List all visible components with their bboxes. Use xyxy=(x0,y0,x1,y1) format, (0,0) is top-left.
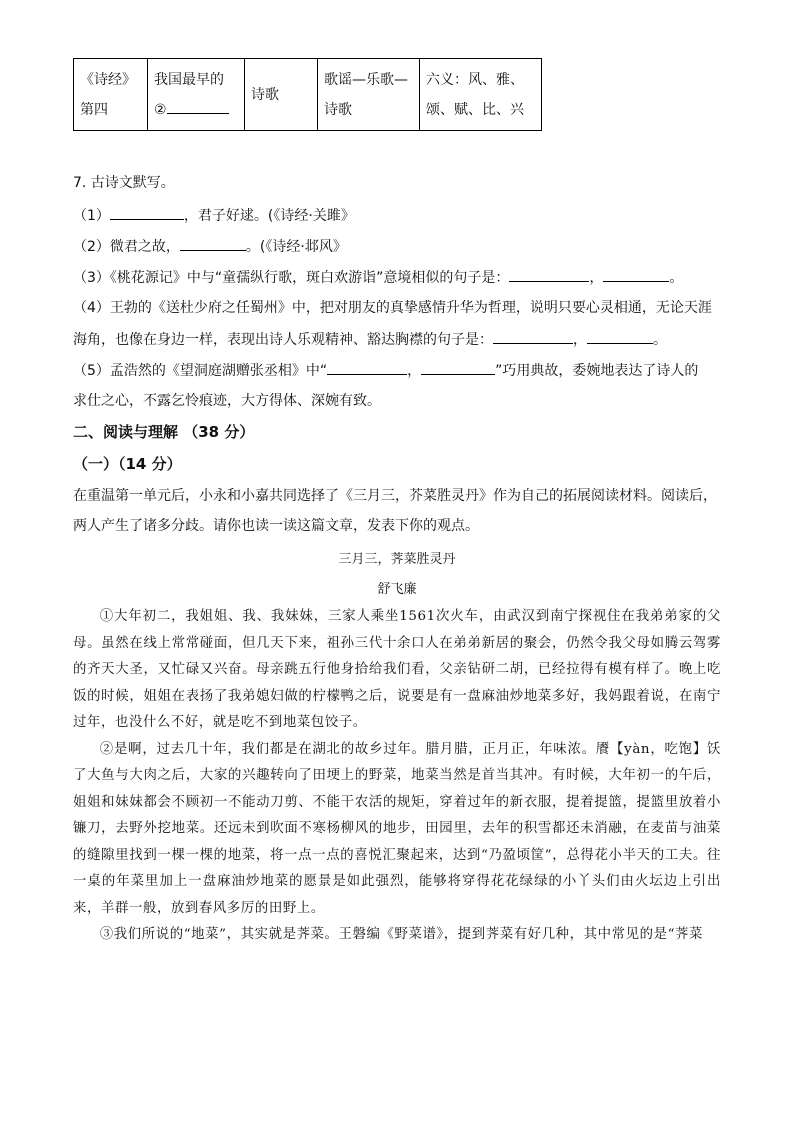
article-body xyxy=(73,604,721,949)
table-row xyxy=(74,59,542,131)
cell-text: 六义：风、雅、 xyxy=(426,71,524,88)
table-cell-status xyxy=(148,59,245,131)
item-text: ， xyxy=(407,363,422,379)
literature-table xyxy=(73,58,542,131)
item-text: 。 xyxy=(653,332,667,348)
subsection-heading: （一）（14 分） xyxy=(73,455,182,473)
cell-text: 诗歌 xyxy=(324,101,352,118)
item-text: 海角，也像在身边一样，表现出诗人乐观精神、豁达胸襟的句子是： xyxy=(73,332,493,348)
table-cell-work xyxy=(74,59,148,131)
item-text: ， xyxy=(589,270,604,286)
cell-text: 颂、赋、比、兴 xyxy=(426,101,524,118)
item-text: （3）《桃花源记》中与“童孺纵行歌，斑白欢游诣”意境相似的句子是： xyxy=(73,270,510,286)
answer-blank[interactable] xyxy=(509,267,589,282)
cell-text: 歌谣—乐歌— xyxy=(324,71,408,88)
intro-line-2: 两人产生了诸多分歧。请你也读一读这篇文章，发表下你的观点。 xyxy=(73,518,479,534)
answer-blank[interactable] xyxy=(110,205,184,220)
cell-text: 诗歌 xyxy=(251,86,279,103)
item-text: （5）孟浩然的《望洞庭湖赠张丞相》中“ xyxy=(73,363,328,379)
item-text: （2）微君之故， xyxy=(73,239,180,255)
article-paragraph: ③我们所说的“地菜”，其实就是荠菜。王磐编《野菜谱》，提到荠菜有好几种，其中常见的是“荠菜 xyxy=(99,927,704,942)
table-cell-six-principles xyxy=(420,59,542,131)
item-text: 。(《诗经·邶风》 xyxy=(245,239,347,255)
answer-blank[interactable] xyxy=(421,360,495,375)
article-paragraph: ①大年初二，我姐姐、我、我妹妹，三家人乘坐1561次火车，由武汉到南宁探视住在我弟弟家的父母。虽然在线上常常碰面，但几天下来，祖孙三代十余口人在弟弟新居的聚会，仍然令我父母如腾云驾雾的齐天大圣，又忙碌又兴奋。母亲跳五行他身拾给我们看，父亲钻研二胡，已经拉得有模有样了。晚上吃饭的时候，姐姐在表扬了我弟媳妇做的柠檬鸭之后，说要是有一盘麻油炒地菜多好，我妈跟着说，在南宁过年，也没什么不好，就是吃不到地菜包饺子。 xyxy=(73,609,721,730)
answer-blank[interactable] xyxy=(587,329,653,344)
article-title: 三月三，荠菜胜灵丹 xyxy=(338,552,456,567)
item-text: ，君子好逑。(《诗经·关雎》 xyxy=(183,208,355,224)
item-text: ”巧用典故，委婉地表达了诗人的 xyxy=(495,363,699,379)
question-item-5-line1 xyxy=(73,360,698,381)
table-cell-evolution xyxy=(318,59,420,131)
question-item-1 xyxy=(73,205,355,226)
question-title: 7. 古诗文默写。 xyxy=(73,175,175,191)
cell-text: 第四 xyxy=(80,101,108,118)
question-item-4-line1: （4）王勃的《送杜少府之任蜀州》中，把对朋友的真挚感情升华为哲理，说明只要心灵相通，无论天涯 xyxy=(73,300,712,316)
answer-blank[interactable] xyxy=(603,267,669,282)
answer-blank[interactable] xyxy=(167,99,229,114)
answer-blank[interactable] xyxy=(180,236,246,251)
question-item-2 xyxy=(73,236,347,257)
answer-blank[interactable] xyxy=(327,360,407,375)
question-item-3 xyxy=(73,267,683,288)
intro-line-1: 在重温第一单元后，小永和小嘉共同选择了《三月三，芥菜胜灵丹》作为自己的拓展阅读材料。阅读后， xyxy=(73,488,717,504)
question-item-4-line2 xyxy=(73,329,667,350)
cell-text: 《诗经》 xyxy=(80,71,136,88)
article-author: 舒飞廉 xyxy=(377,582,417,597)
item-text: ， xyxy=(573,332,587,348)
table-cell-genre xyxy=(245,59,318,131)
question-item-5-line2: 求仕之心，不露乞怜痕迹，大方得体、深婉有致。 xyxy=(73,393,381,409)
item-prefix: （1） xyxy=(73,208,110,224)
cell-text: 我国最早的 xyxy=(154,71,224,88)
cell-text: ② xyxy=(154,101,167,118)
item-text: 。 xyxy=(669,270,684,286)
article-paragraph: ②是啊，过去几十年，我们都是在湖北的故乡过年。腊月腊，正月正，年味浓。餍【yàn，吃饱】饫了大鱼与大肉之后，大家的兴趣转向了田埂上的野菜，地菜当然是首当其冲。有时候，大年初一的午后，姐姐和妹妹都会不顾初一不能动刀剪、不能干农活的规矩，穿着过年的新衣服，提着提篮，提篮里放着小镰刀，去野外挖地菜。还远未到吹面不寒杨柳风的地步，田园里，去年的积雪都还未消融，在麦苗与油菜的缝隙里找到一棵一棵的地菜，将一点一点的喜悦汇聚起来，达到“乃盈顷筐”，总得花小半天的工夫。往一桌的年菜里加上一盘麻油炒地菜的愿景是如此强烈，能够将穿得花花绿绿的小丫头们由火坛边上引出来，羊群一般，放到春风多厉的田野上。 xyxy=(73,741,721,916)
section-heading: 二、阅读与理解 （38 分） xyxy=(73,423,255,441)
answer-blank[interactable] xyxy=(493,329,573,344)
